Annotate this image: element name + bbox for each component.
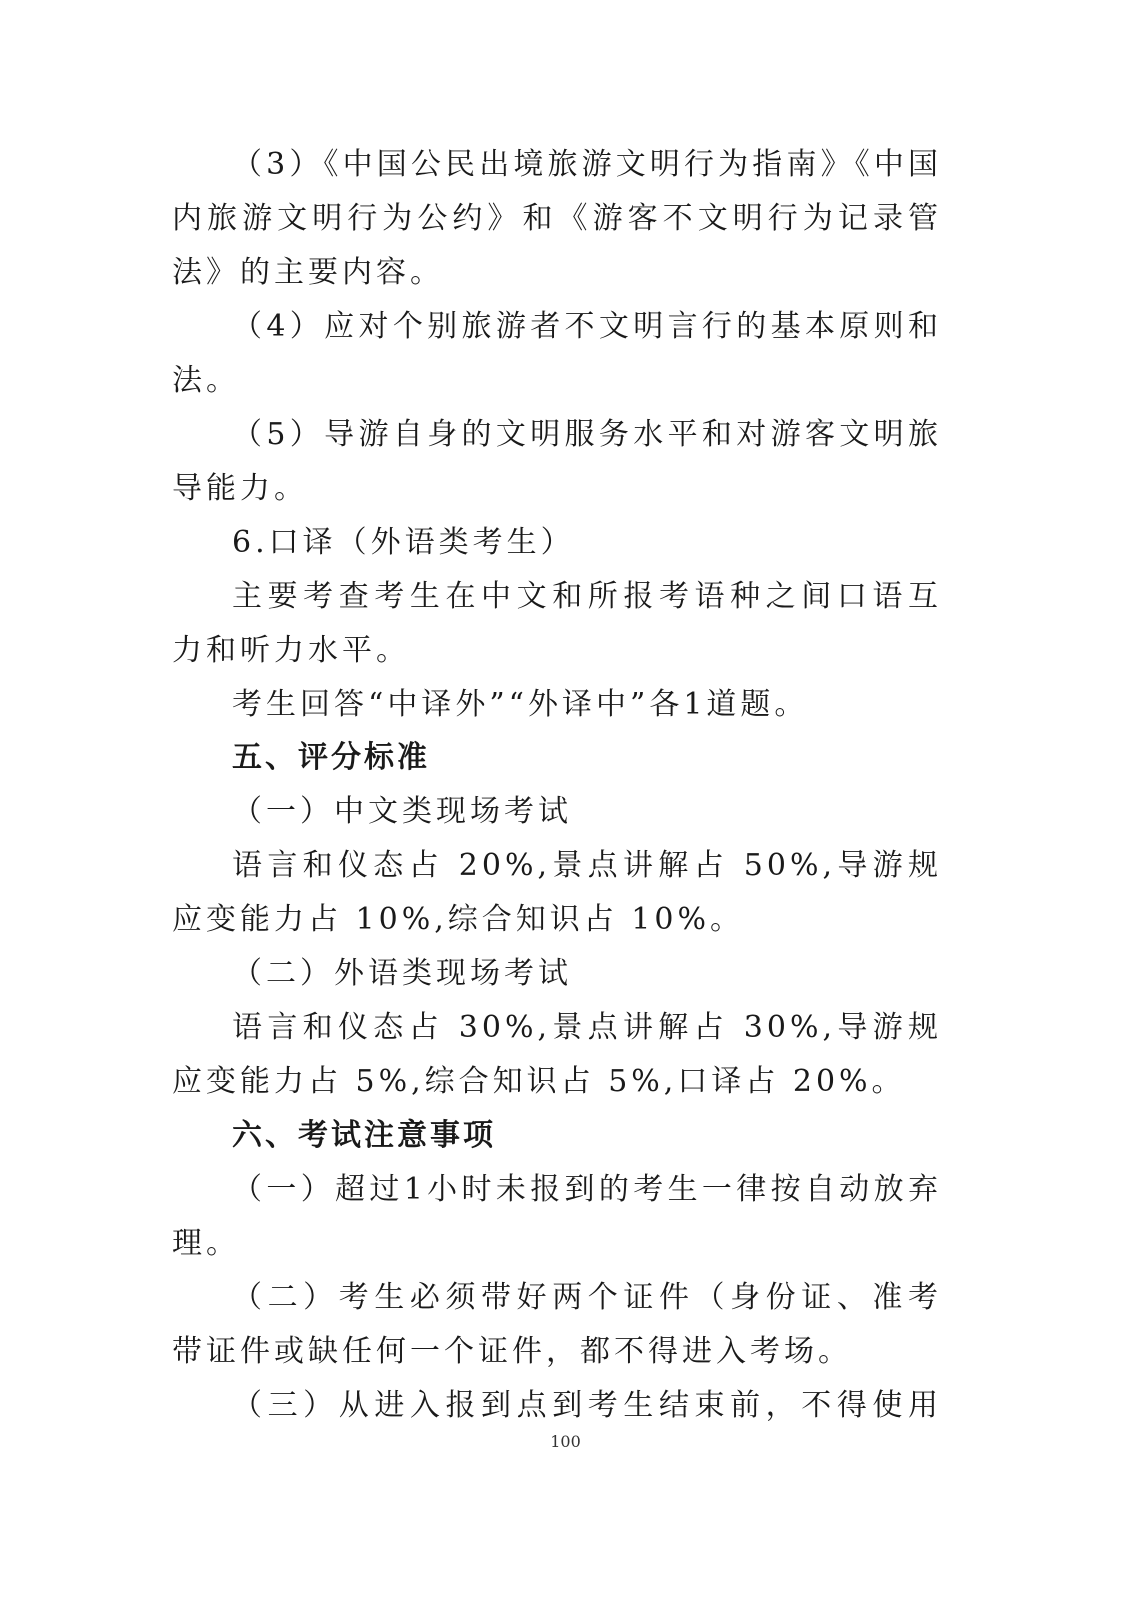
section-heading: 六、考试注意事项: [232, 1118, 496, 1153]
section-subheading: （二）外语类现场考试: [232, 956, 572, 991]
text-line: （4）应对个别旅游者不文明言行的基本原则和: [232, 309, 942, 344]
text-line: 考生回答“中译外”“外译中”各1道题。: [232, 687, 809, 722]
text-line: 导能力。: [172, 471, 308, 506]
text-line: 内旅游文明行为公约》和《游客不文明行为记录管: [172, 201, 942, 236]
text-line: 主要考查考生在中文和所报考语种之间口语互: [232, 579, 942, 614]
page-number: 100: [550, 1432, 581, 1451]
section-heading: 五、评分标准: [232, 740, 430, 775]
section-subheading: 6.口译（外语类考生）: [232, 525, 575, 560]
text-line: （三）从进入报到点到考生结束前，不得使用: [232, 1388, 942, 1423]
text-line: 理。: [172, 1226, 240, 1261]
text-line: 法。: [172, 363, 240, 398]
text-line: （5）导游自身的文明服务水平和对游客文明旅: [232, 417, 942, 452]
text-line: 语言和仪态占 20%,景点讲解占 50%,导游规: [232, 848, 942, 883]
text-line: 应变能力占 10%,综合知识占 10%。: [172, 902, 744, 937]
text-line: （二）考生必须带好两个证件（身份证、准考: [232, 1280, 942, 1315]
section-subheading: （一）中文类现场考试: [232, 794, 572, 829]
text-line: 法》的主要内容。: [172, 255, 444, 290]
text-line: 应变能力占 5%,综合知识占 5%,口译占 20%。: [172, 1064, 906, 1099]
text-line: 力和听力水平。: [172, 633, 410, 668]
text-line: （3）《中国公民出境旅游文明行为指南》《中国: [232, 147, 942, 182]
text-line: 语言和仪态占 30%,景点讲解占 30%,导游规: [232, 1010, 942, 1045]
text-line: 带证件或缺任何一个证件，都不得进入考场。: [172, 1334, 852, 1369]
text-line: （一）超过1小时未报到的考生一律按自动放弃: [232, 1172, 942, 1207]
